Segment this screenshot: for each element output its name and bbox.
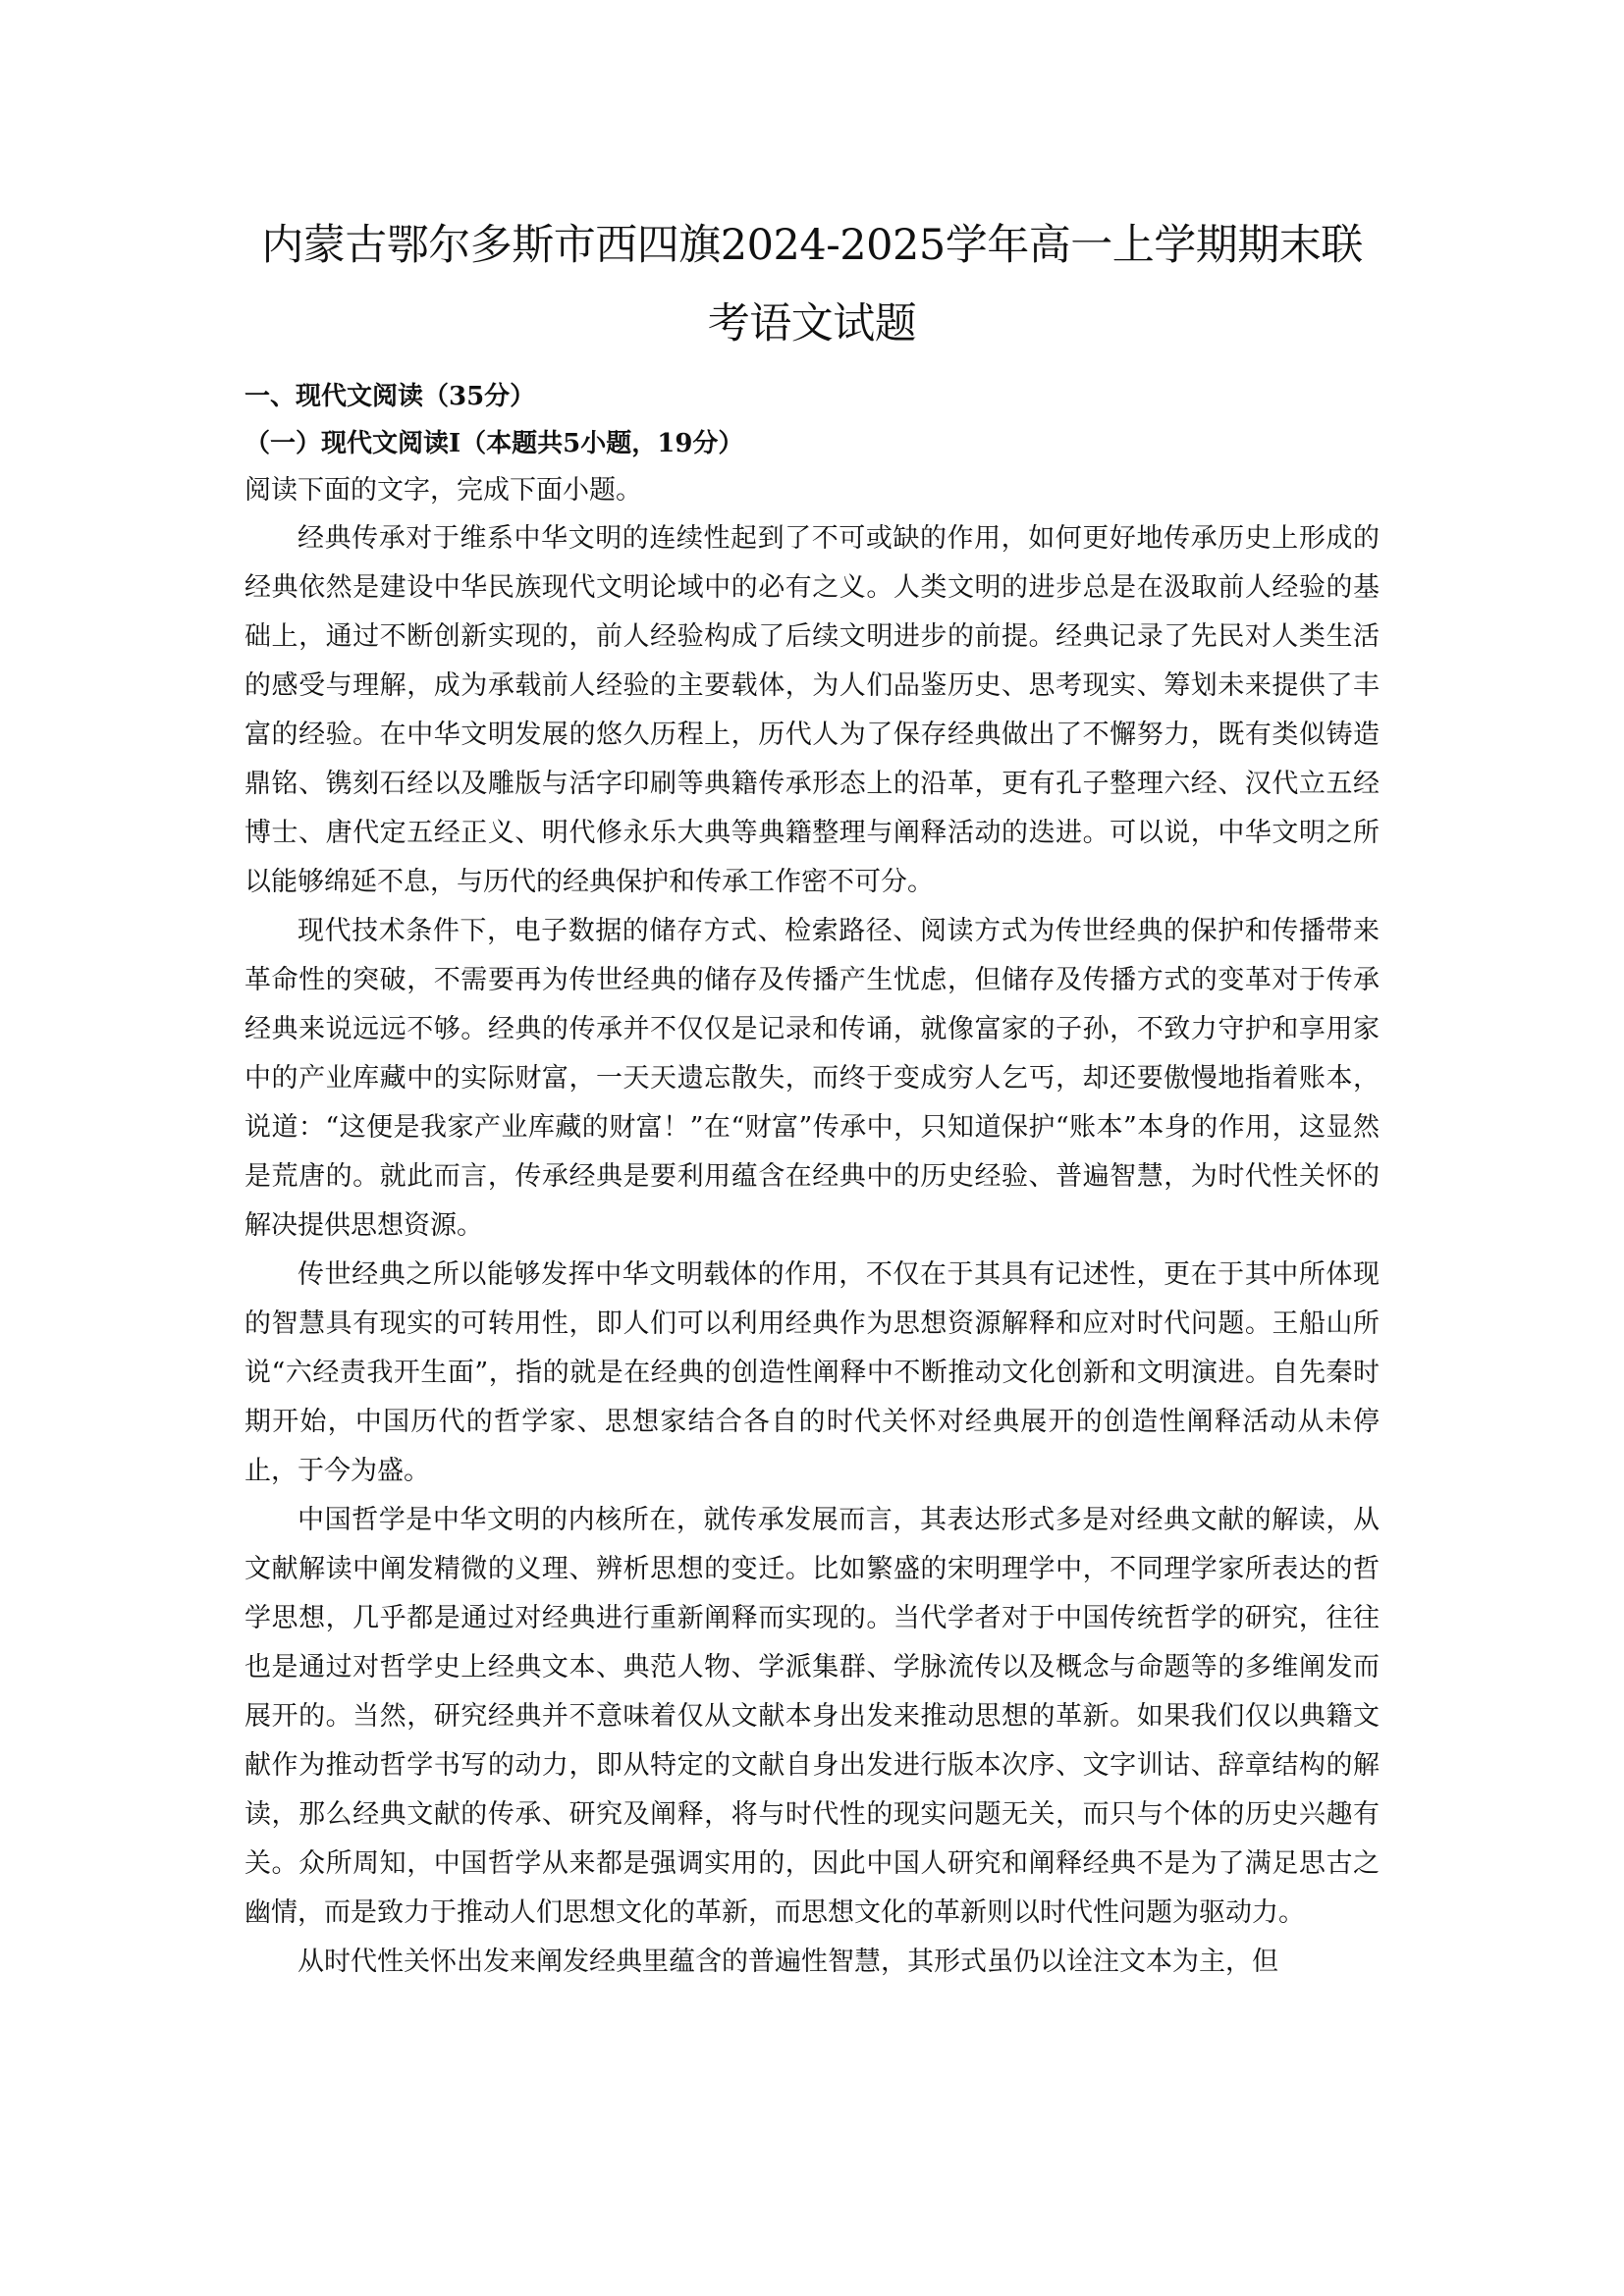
paragraph-2: 现代技术条件下，电子数据的储存方式、检索路径、阅读方式为传世经典的保护和传播带来革命性的突破，不需要再为传世经典的储存及传播产生忧虑，但储存及传播方式的变革对于传承经典来说远远不够。经典的传承并不仅仅是记录和传诵，就像富家的子孙，不致力守护和享用家中的产业库藏中的实际财富，一天天遗忘散失，而终于变成穷人乞丐，却还要傲慢地指着账本，说道：“这便是我家产业库藏的财富！”在“财富”传承中，只知道保护“账本”本身的作用，这显然是荒唐的。就此而言，传承经典是要利用蕴含在经典中的历史经验、普遍智慧，为时代性关怀的解决提供思想资源。 (244, 916, 1380, 1241)
reading-instruction: 阅读下面的文字，完成下面小题。 (244, 475, 642, 506)
paragraph-4: 中国哲学是中华文明的内核所在，就传承发展而言，其表达形式多是对经典文献的解读，从文献解读中阐发精微的义理、辨析思想的变迁。比如繁盛的宋明理学中，不同理学家所表达的哲学思想，几乎都是通过对经典进行重新阐释而实现的。当代学者对于中国传统哲学的研究，往往也是通过对哲学史上经典文本、典范人物、学派集群、学脉流传以及概念与命题等的多维阐发而展开的。当然，研究经典并不意味着仅从文献本身出发来推动思想的革新。如果我们仅以典籍文献作为推动哲学书写的动力，即从特定的文献自身出发进行版本次序、文字训诂、辞章结构的解读，那么经典文献的传承、研究及阐释，将与时代性的现实问题无关，而只与个体的历史兴趣有关。众所周知，中国哲学从来都是强调实用的，因此中国人研究和阐释经典不是为了满足思古之幽情，而是致力于推动人们思想文化的革新，而思想文化的革新则以时代性问题为驱动力。 (244, 1505, 1380, 1928)
document-title: 内蒙古鄂尔多斯市西四旗2024-2025学年高一上学期期末联考语文试题 (261, 221, 1363, 348)
paragraph-1: 经典传承对于维系中华文明的连续性起到了不可或缺的作用，如何更好地传承历史上形成的经典依然是建设中华民族现代文明论域中的必有之义。人类文明的进步总是在汲取前人经验的基础上，通过不断创新实现的，前人经验构成了后续文明进步的前提。经典记录了先民对人类生活的感受与理解，成为承载前人经验的主要载体，为人们品鉴历史、思考现实、筹划未来提供了丰富的经验。在中华文明发展的悠久历程上，历代人为了保存经典做出了不懈努力，既有类似铸造鼎铭、镌刻石经以及雕版与活字印刷等典籍传承形态上的沿革，更有孔子整理六经、汉代立五经博士、唐代定五经正义、明代修永乐大典等典籍整理与阐释活动的迭进。可以说，中华文明之所以能够绵延不息，与历代的经典保护和传承工作密不可分。 (244, 523, 1380, 897)
paragraph-5: 从时代性关怀出发来阐发经典里蕴含的普遍性智慧，其形式虽仍以诠注文本为主，但 (298, 1947, 1278, 1977)
paragraph-3: 传世经典之所以能够发挥中华文明载体的作用，不仅在于其具有记述性，更在于其中所体现的智慧具有现实的可转用性，即人们可以利用经典作为思想资源解释和应对时代问题。王船山所说“六经责我开生面”，指的就是在经典的创造性阐释中不断推动文化创新和文明演进。自先秦时期开始，中国历代的哲学家、思想家结合各自的时代关怀对经典展开的创造性阐释活动从未停止，于今为盛。 (244, 1259, 1380, 1486)
document-page (244, 206, 1380, 1987)
sub-section-heading: （一）现代文阅读Ⅰ（本题共5小题，19分） (244, 429, 744, 458)
section-heading: 一、现代文阅读（35分） (244, 382, 536, 411)
